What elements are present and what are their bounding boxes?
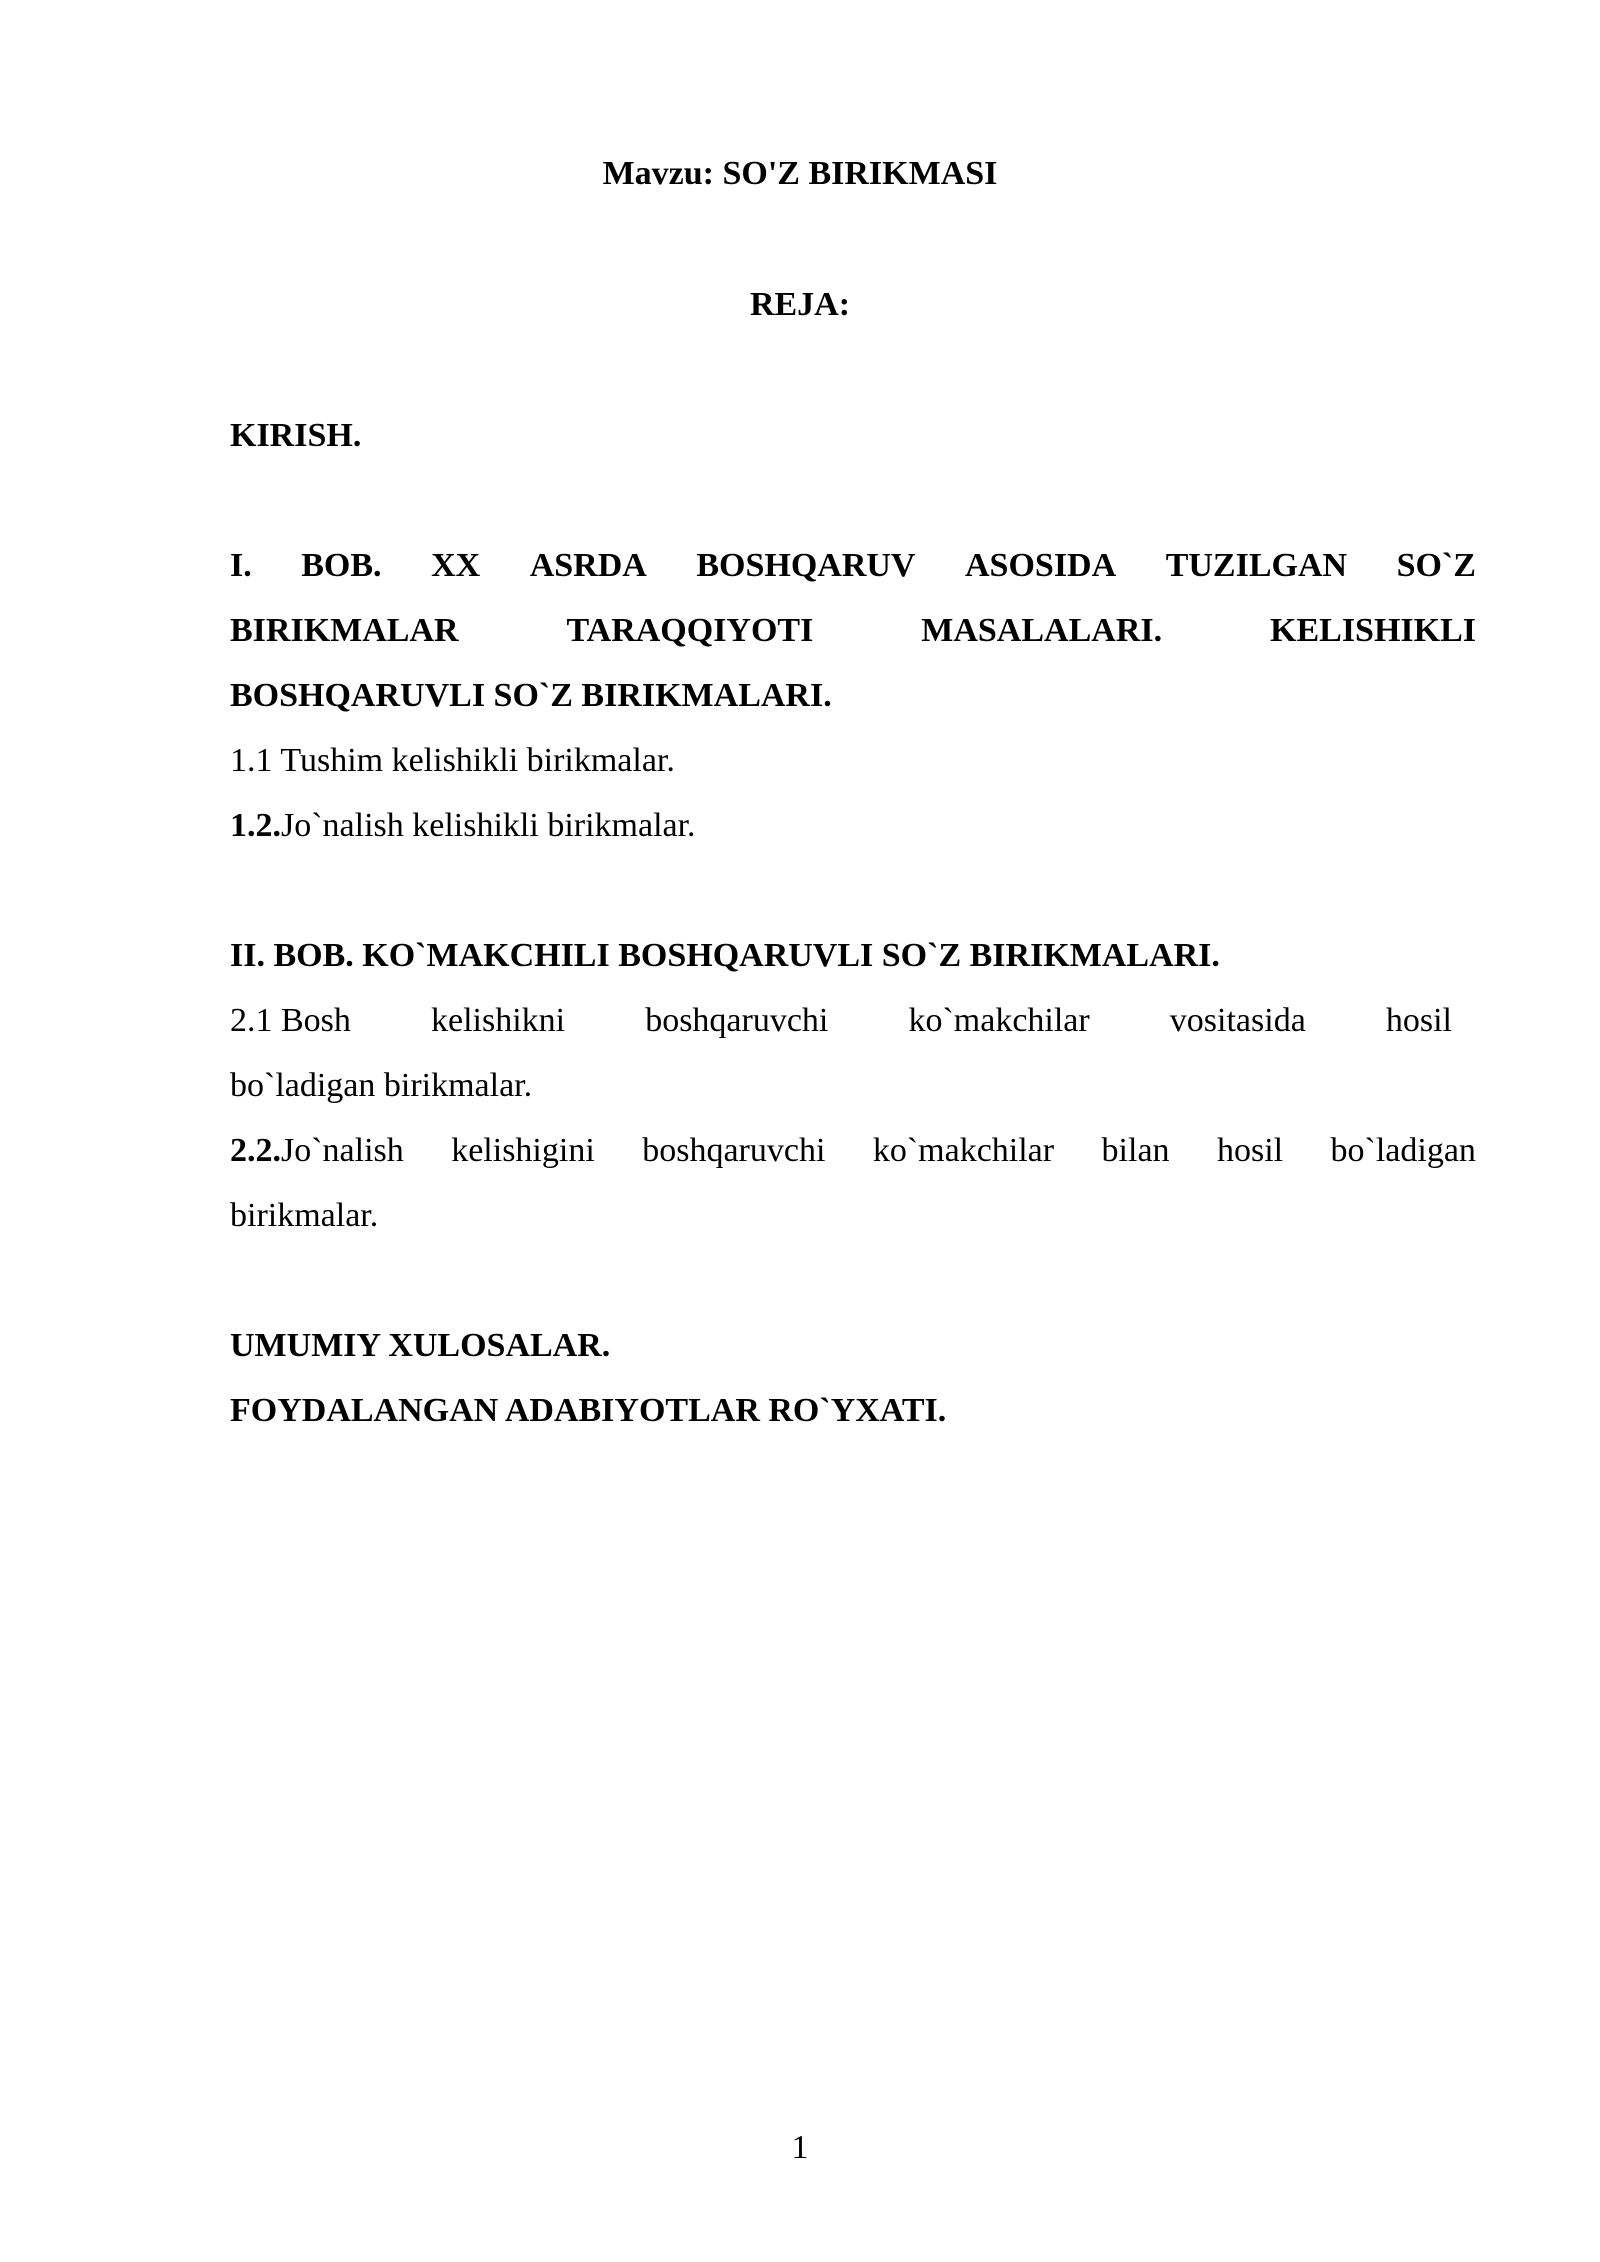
chapter2-item1-line2: bo`ladigan birikmalar. [230,1067,533,1104]
word: ko`makchilar [872,1132,1055,1169]
word: ASRDA [529,547,647,584]
word: bo`ladigan [1330,1132,1476,1169]
chapter1-item1: 1.1 Tushim kelishikli birikmalar. [230,742,675,779]
chapter1-heading-line1 [230,544,1476,588]
word: kelishikni [431,1002,566,1039]
word: kelishigini [451,1132,595,1169]
word: ASOSIDA [965,547,1117,584]
word: BOSHQARUV [696,547,916,584]
plan-heading: REJA: [749,286,851,323]
word: bilan [1101,1132,1170,1169]
chapter2-item2-line1 [230,1129,1476,1173]
document-title: Mavzu: SO'Z BIRIKMASI [602,155,998,192]
chapter1-heading-line3: BOSHQARUVLI SO`Z BIRIKMALARI. [230,677,832,714]
word: MASALALARI. [921,612,1163,649]
word: BOB. [301,547,382,584]
item-text: Jo`nalish kelishikli birikmalar. [281,807,696,844]
intro-heading: KIRISH. [230,417,362,454]
word: TUZILGAN [1165,547,1348,584]
word: TARAQQIYOTI [566,612,814,649]
chapter1-item2 [230,804,1476,848]
item-number: 1.2. [230,807,281,844]
word: vositasida [1169,1002,1306,1039]
word: SO`Z [1396,547,1476,584]
word: KELISHIKLI [1270,612,1476,649]
references-heading: FOYDALANGAN ADABIYOTLAR RO`YXATI. [230,1392,947,1429]
chapter2-heading: II. BOB. KO`MAKCHILI BOSHQARUVLI SO`Z BIRIKMALARI. [230,937,1220,974]
word: boshqaruvchi [645,1002,829,1039]
word: ko`makchilar [908,1002,1090,1039]
word: BIRIKMALAR [230,612,459,649]
word: hosil [1216,1132,1284,1169]
word: 2.1 Bosh [230,1002,351,1039]
word: boshqaruvchi [642,1132,826,1169]
chapter2-item2-line2: birikmalar. [230,1197,379,1234]
word: I. [230,547,252,584]
chapter1-heading-line2 [230,609,1476,653]
word [230,1129,404,1173]
word: hosil [1385,1002,1452,1039]
item-number: 2.2. [230,1132,281,1169]
page-number: 1 [791,2129,809,2166]
conclusion-heading: UMUMIY XULOSALAR. [230,1327,611,1364]
word: Jo`nalish [281,1132,404,1169]
chapter2-item1-line1 [230,999,1452,1043]
word: XX [431,547,481,584]
